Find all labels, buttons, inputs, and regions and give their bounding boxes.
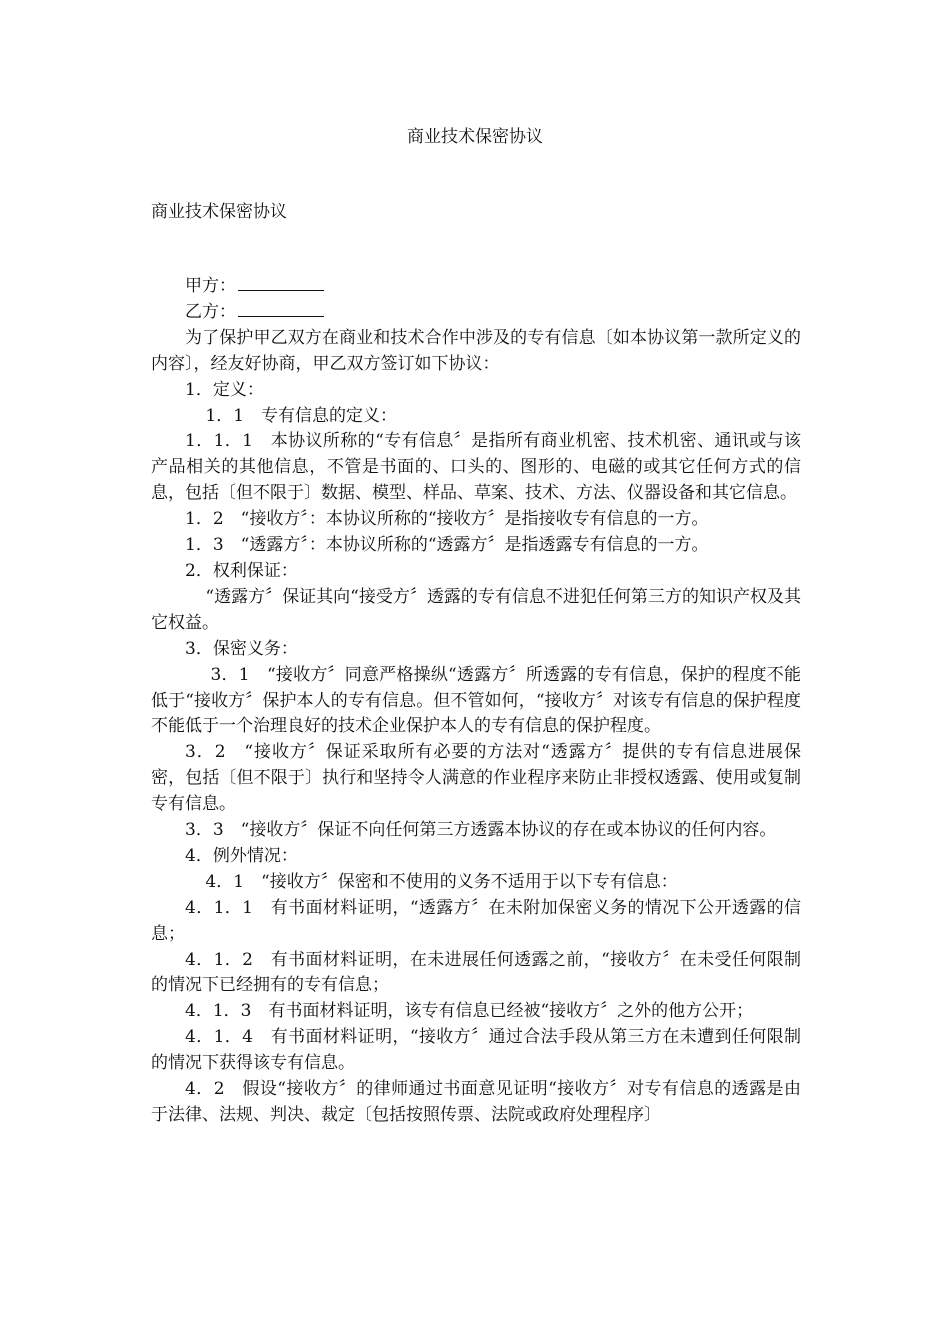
clause-paragraph: 4．1．4 有书面材料证明，“接收方〞通过合法手段从第三方在未遭到任何限制的情况下获得该专有信息。 xyxy=(151,1027,801,1074)
clause-paragraph: “透露方〞保证其向“接受方〞透露的专有信息不进犯任何第三方的知识产权及其它权益。 xyxy=(151,586,801,633)
document-body xyxy=(151,274,801,1129)
clause-paragraph: 1．1．1 本协议所称的“专有信息〞是指所有商业机密、技术机密、通讯或与该产品相关的其他信息，不管是书面的、口头的、图形的、电磁的或其它任何方式的信息，包括〔但不限于〕数据、模型、样品、草案、技术、方法、仪器设备和其它信息。 xyxy=(151,431,801,504)
party-b-label: 乙方： xyxy=(185,301,236,322)
clause-paragraph: 3．保密义务： xyxy=(185,638,298,659)
party-b-blank xyxy=(238,300,324,317)
clause-paragraph: 4．1 “接收方〞保密和不使用的义务不适用于以下专有信息： xyxy=(205,871,678,892)
clause-paragraph: 1．1 专有信息的定义： xyxy=(205,405,398,426)
clause-paragraph: 1．3 “透露方〞：本协议所称的“透露方〞是指透露专有信息的一方。 xyxy=(185,535,709,556)
clause-paragraph: 4．1．3 有书面材料证明，该专有信息已经被“接收方〞之外的他方公开； xyxy=(185,1001,754,1022)
party-a-label: 甲方： xyxy=(185,276,236,296)
party-a-blank xyxy=(238,274,324,291)
clause-paragraph: 1．定义： xyxy=(185,379,264,400)
clause-paragraph: 1．2 “接收方〞：本协议所称的“接收方〞是指接收专有信息的一方。 xyxy=(185,509,709,530)
clause-list xyxy=(151,326,801,1129)
clause-paragraph: 3．3 “接收方〞保证不向任何第三方透露本协议的存在或本协议的任何内容。 xyxy=(185,820,777,841)
document-subtitle: 商业技术保密协议 xyxy=(151,202,287,222)
clause-paragraph: 4．1．1 有书面材料证明，“透露方〞在未附加保密义务的情况下公开透露的信息； xyxy=(151,897,801,944)
party-b-line xyxy=(151,300,801,326)
clause-paragraph: 为了保护甲乙双方在商业和技术合作中涉及的专有信息〔如本协议第一款所定义的内容〕，经友好协商，甲乙双方签订如下协议： xyxy=(151,327,801,374)
document-title: 商业技术保密协议 xyxy=(407,127,543,147)
party-a-line xyxy=(151,274,801,300)
clause-paragraph: 4．例外情况： xyxy=(185,845,298,866)
clause-paragraph: 3．2 “接收方〞保证采取所有必要的方法对“透露方〞提供的专有信息进展保密，包括〔但不限于〕执行和坚持令人满意的作业程序来防止非授权透露、使用或复制专有信息。 xyxy=(151,742,801,815)
clause-paragraph: 4．2 假设“接收方〞的律师通过书面意见证明“接收方〞对专有信息的透露是由于法律、法规、判决、裁定〔包括按照传票、法院或政府处理程序〕 xyxy=(151,1079,801,1125)
clause-paragraph: 3．1 “接收方〞同意严格操纵“透露方〞所透露的专有信息，保护的程度不能低于“接收方〞保护本人的专有信息。但不管如何，“接收方〞对该专有信息的保护程度不能低于一个治理良好的技术企业保护本人的专有信息的保护程度。 xyxy=(151,664,801,737)
clause-paragraph: 4．1．2 有书面材料证明，在未进展任何透露之前，“接收方〞在未受任何限制的情况下已经拥有的专有信息； xyxy=(151,949,801,996)
clause-paragraph: 2．权利保证： xyxy=(185,560,298,581)
